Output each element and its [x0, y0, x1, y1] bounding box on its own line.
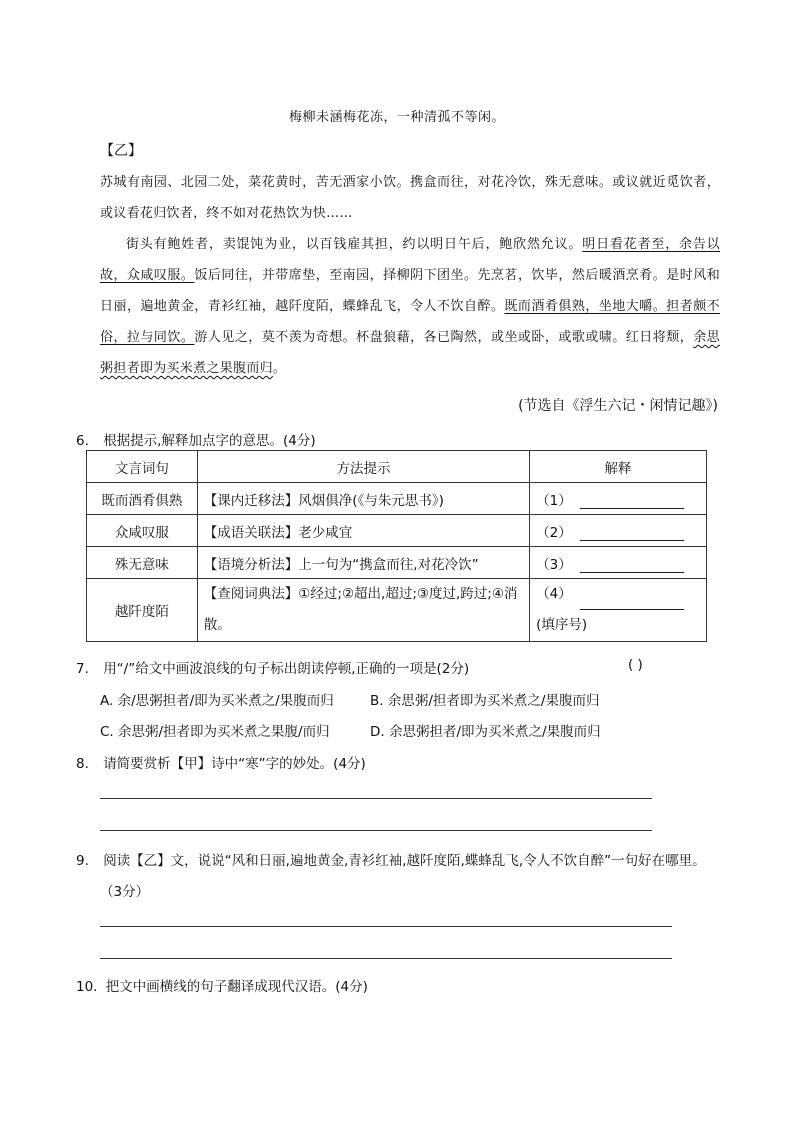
table-cell-hint: 【语境分析法】上一句为“携盒而往,对花冷饮”: [197, 547, 529, 579]
table-cell-hint: 【课内迁移法】风烟俱净(《与朱元思书》): [197, 483, 529, 515]
answer-parentheses[interactable]: ( ): [628, 657, 643, 673]
passage-text: 。: [272, 361, 287, 376]
table-cell-phrase: 越阡度陌: [87, 579, 198, 642]
answer-line[interactable]: [100, 830, 652, 831]
table-cell-phrase: 众咸叹服: [87, 515, 198, 547]
answer-line[interactable]: [100, 926, 672, 927]
passage-paragraph-1: 苏城有南园、北园二处，菜花黄时，苦无酒家小饮。携盒而往，对花冷饮，殊无意味。或议就近觅饮者，或议看花归饮者，终不如对花热饮为快……: [100, 175, 720, 221]
underlined-sentence: 明日看花者至，余告以故，众咸叹服。: [100, 237, 720, 283]
answer-blank[interactable]: [580, 494, 684, 509]
table-header: 方法提示: [197, 451, 529, 483]
table-cell-answer: [530, 515, 707, 547]
question-score: （3分）: [100, 884, 150, 900]
answer-label: （2）: [536, 524, 572, 541]
question-text: 请简要赏析【甲】诗中“寒”字的妙处。(4分): [103, 756, 366, 772]
answer-line[interactable]: [100, 958, 672, 959]
table-row: [87, 515, 707, 547]
table-row: [87, 579, 707, 642]
question-number: 7.: [76, 661, 89, 677]
table-cell-answer: [530, 579, 707, 642]
question-number: 10.: [76, 979, 98, 995]
answer-line[interactable]: [100, 798, 652, 799]
table-header-row: [87, 451, 707, 483]
answer-label: （4）: [536, 586, 572, 602]
answer-label: （1）: [536, 492, 572, 509]
source-citation: (节选自《浮生六记・闲情记趣》): [518, 398, 718, 414]
table-cell-hint: 【查阅词典法】①经过;②超出,超过;③度过,跨过;④消散。: [197, 579, 529, 642]
table-row: [87, 547, 707, 579]
question-7: [76, 657, 716, 677]
question-text: 阅读【乙】文，说说“风和日丽,遍地黄金,青衫红袖,越阡度陌,蝶蜂乱飞,令人不饮自醉”一句好在哪里。: [103, 853, 706, 869]
table-header: 文言词句: [87, 451, 198, 483]
option-d[interactable]: D. 余思粥担者/即为买米煮之/果腹而归: [370, 724, 601, 740]
answer-blank[interactable]: [580, 558, 684, 573]
option-c[interactable]: C. 余思粥/担者即为买米煮之果腹/而归: [100, 724, 330, 740]
table-cell-hint: 【成语关联法】老少咸宜: [197, 515, 529, 547]
question-6: [76, 429, 716, 449]
question-text: 把文中画横线的句子翻译成现代汉语。(4分): [105, 979, 368, 995]
poem-line: 梅柳未涵梅花冻，一种清孤不等闲。: [288, 110, 505, 125]
question-text: 用“/”给文中画波浪线的句子标出朗读停顿,正确的一项是(2分): [103, 661, 470, 677]
answer-blank[interactable]: [580, 595, 684, 610]
section-heading-yi: 【乙】: [100, 143, 142, 159]
passage-text: 游人见之，莫不羡为奇想。杯盘狼藉，各已陶然，或坐或卧，或歌或啸。红日将颓，: [194, 330, 694, 345]
vocab-table: [86, 450, 707, 642]
question-number: 6.: [76, 433, 89, 449]
table-cell-phrase: 既而酒肴俱熟: [87, 483, 198, 515]
answer-label: （3）: [536, 556, 572, 573]
wavy-underlined-sentence: 余思粥担者即为买米煮之果腹而归: [100, 330, 720, 376]
answer-blank[interactable]: [580, 526, 684, 541]
question-number: 8.: [76, 756, 89, 772]
answer-note: (填序号): [536, 617, 588, 633]
passage-paragraph-2: [100, 229, 720, 384]
option-b[interactable]: B. 余思粥/担者即为买米煮之/果腹而归: [370, 693, 600, 709]
underlined-sentence: 担者颇不俗，拉与同饮。: [100, 299, 720, 345]
table-row: [87, 483, 707, 515]
question-number: 9.: [76, 853, 89, 869]
table-cell-answer: [530, 483, 707, 515]
table-header: 解释: [530, 451, 707, 483]
question-8: [76, 752, 716, 772]
question-text: 根据提示,解释加点字的意思。(4分): [103, 433, 316, 449]
question-9: [76, 849, 736, 869]
table-cell-answer: [530, 547, 707, 579]
passage-text: 饭后同往，并带席垫，至南园，择柳阴下团坐。先烹茗，饮毕，然后暖酒烹肴。是时风和日丽，遍地黄金，青衫红袖，越阡度陌，蝶蜂乱飞，令人不饮自醉。: [100, 268, 720, 314]
passage-text: 街头有鲍姓者，卖馄饨为业，以百钱雇其担，约以明日午后，鲍欣然允议。: [126, 237, 583, 252]
question-10: [76, 975, 716, 995]
table-cell-phrase: 殊无意味: [87, 547, 198, 579]
underlined-sentence: 既而酒肴俱熟，坐地大嚼。: [504, 299, 667, 314]
option-a[interactable]: A. 余/思粥担者/即为买米煮之/果腹而归: [100, 693, 334, 709]
